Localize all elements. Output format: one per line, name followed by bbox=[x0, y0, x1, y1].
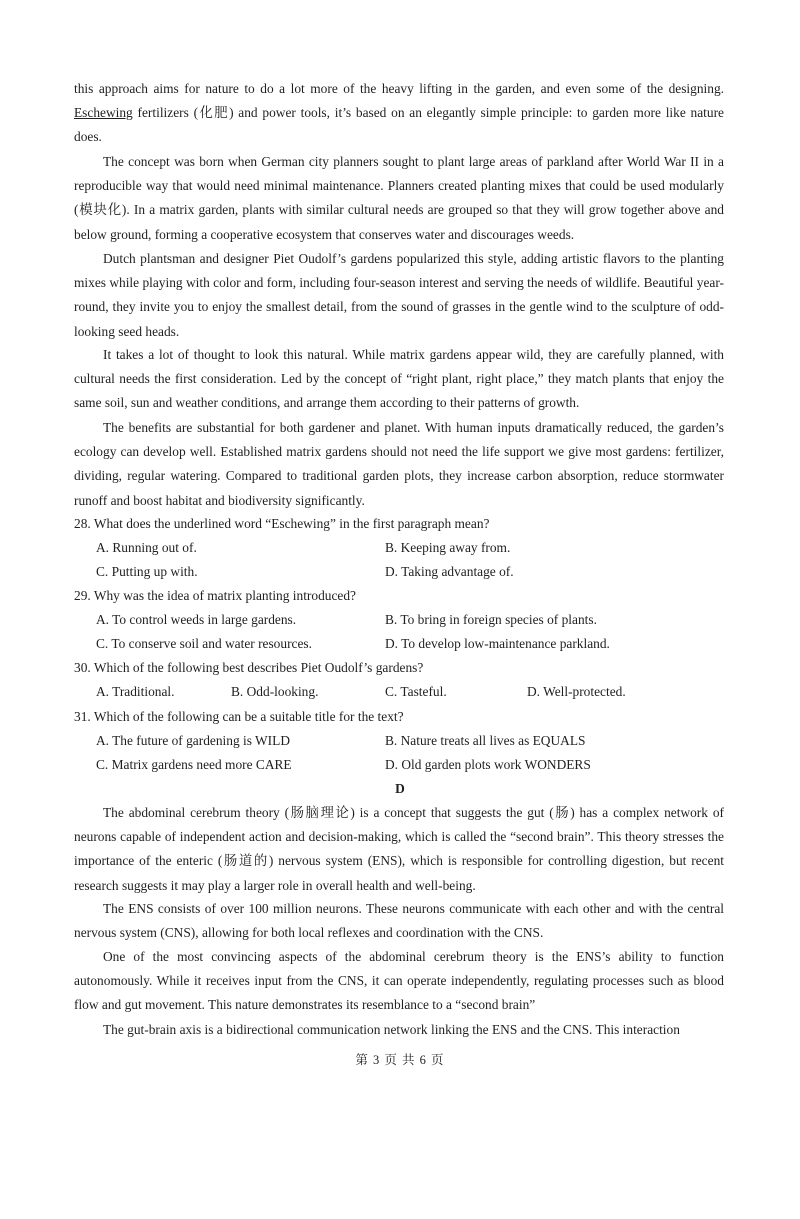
question-30-option-a: A. Traditional. bbox=[96, 684, 175, 699]
underlined-word-eschewing: Eschewing bbox=[74, 105, 133, 121]
passage-d-paragraph-4: The gut-brain axis is a bidirectional communication network linking the ENS and the CNS. This interaction bbox=[103, 1022, 680, 1037]
passage-c-paragraph-2: The concept was born when German city planners sought to plant large areas of parkland after World War II in a reproducible way that would need minimal maintenance. Planners created planting mixes that could be used modularly (模块化). In a matrix garden, plants with similar cultural needs are grouped so that they will grow together above and below ground, forming a cooperative ecosystem that conserves water and discourages weeds. bbox=[74, 154, 724, 242]
question-30-option-b: B. Odd-looking. bbox=[231, 684, 319, 699]
question-30-option-c: C. Tasteful. bbox=[385, 684, 447, 699]
passage-d-paragraph-3: One of the most convincing aspects of the abdominal cerebrum theory is the ENS’s ability to function autonomously. While it receives input from the CNS, it can operate independently, regulating processes such as blood flow and gut movement. This nature demonstrates its resemblance to a “second brain” bbox=[74, 949, 724, 1013]
passage-d-paragraph-2: The ENS consists of over 100 million neurons. These neurons communicate with each other and with the central nervous system (CNS), allowing for both local reflexes and coordination with the CNS. bbox=[74, 901, 724, 941]
question-28-option-b: B. Keeping away from. bbox=[385, 540, 511, 555]
question-31-stem: 31. Which of the following can be a suitable title for the text? bbox=[74, 709, 404, 724]
question-31-option-c: C. Matrix gardens need more CARE bbox=[96, 757, 292, 772]
passage-c-paragraph-5: The benefits are substantial for both gardener and planet. With human inputs dramatically reduced, the garden’s ecology can develop well. Established matrix gardens should not need the life support we give most gardens: fertilizer, dividing, regular watering. Compared to traditional garden plots, they increase carbon absorption, reduce stormwater runoff and boost habitat and biodiversity significantly. bbox=[74, 420, 724, 508]
question-29-option-d: D. To develop low-maintenance parkland. bbox=[385, 636, 610, 651]
question-28-option-d: D. Taking advantage of. bbox=[385, 564, 514, 579]
question-30-stem: 30. Which of the following best describes Piet Oudolf’s gardens? bbox=[74, 660, 424, 675]
paragraph-1-start: this approach aims for nature to do a lot more of the heavy lifting in the garden, and even some of the designing. bbox=[74, 81, 724, 96]
question-31-option-b: B. Nature treats all lives as EQUALS bbox=[385, 733, 586, 748]
paragraph-1-rest: fertilizers (化肥) and power tools, it’s based on an elegantly simple principle: to garden more like nature does. bbox=[74, 105, 724, 145]
question-28-option-a: A. Running out of. bbox=[96, 540, 197, 555]
question-30-option-d: D. Well-protected. bbox=[527, 684, 626, 699]
passage-c-paragraph-1 bbox=[74, 77, 724, 150]
question-31-option-d: D. Old garden plots work WONDERS bbox=[385, 757, 591, 772]
passage-c-paragraph-4: It takes a lot of thought to look this natural. While matrix gardens appear wild, they are carefully planned, with cultural needs the first consideration. Led by the concept of “right plant, right place,” they match plants that enjoy the same soil, sun and weather conditions, and arrange them according to their patterns of growth. bbox=[74, 347, 724, 411]
question-28-option-c: C. Putting up with. bbox=[96, 564, 198, 579]
passage-d-paragraph-1: The abdominal cerebrum theory (肠脑理论) is a concept that suggests the gut (肠) has a complex network of neurons capable of independent action and decision-making, which is called the “second brain”. This theory stresses the importance of the enteric (肠道的) nervous system (ENS), which is responsible for controlling digestion, but recent research suggests it may play a larger role in overall health and well-being. bbox=[74, 805, 724, 893]
section-d-heading: D bbox=[395, 781, 405, 796]
page-number-footer: 第 3 页 共 6 页 bbox=[355, 1053, 445, 1067]
question-29-option-b: B. To bring in foreign species of plants. bbox=[385, 612, 597, 627]
question-29-option-c: C. To conserve soil and water resources. bbox=[96, 636, 312, 651]
question-31-option-a: A. The future of gardening is WILD bbox=[96, 733, 290, 748]
question-28-stem: 28. What does the underlined word “Eschewing” in the first paragraph mean? bbox=[74, 516, 490, 531]
question-29-option-a: A. To control weeds in large gardens. bbox=[96, 612, 297, 627]
question-29-stem: 29. Why was the idea of matrix planting introduced? bbox=[74, 588, 356, 603]
passage-c-paragraph-3: Dutch plantsman and designer Piet Oudolf’s gardens popularized this style, adding artistic flavors to the planting mixes while playing with color and form, including four-season interest and serving the needs of wildlife. Beautiful year-round, they invite you to enjoy the smallest detail, from the sound of grasses in the gentle wind to the sculpture of odd-looking seed heads. bbox=[74, 251, 724, 339]
